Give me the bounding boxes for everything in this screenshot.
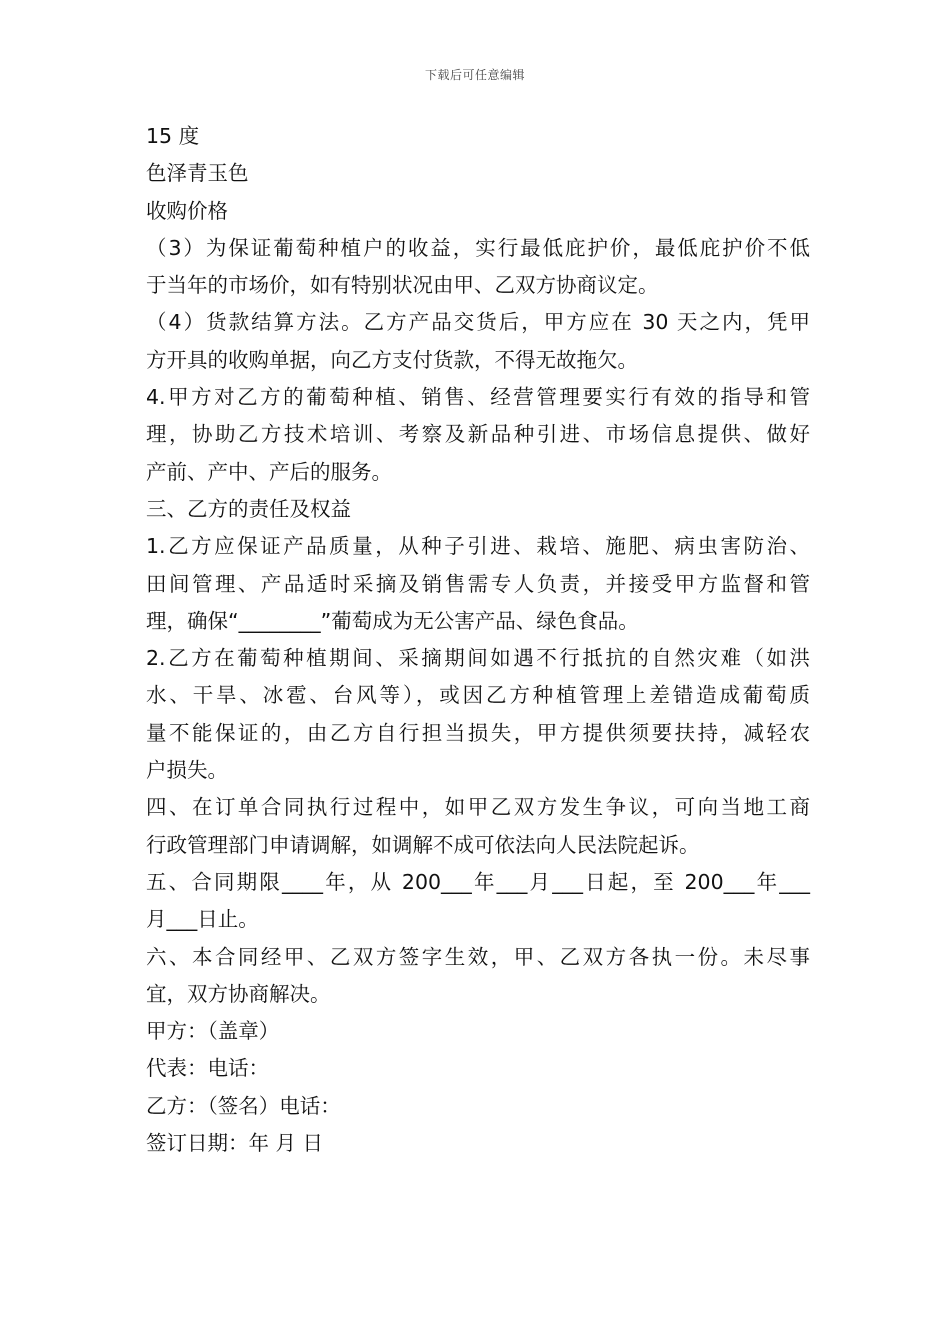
- document-line: 甲方：（盖章）: [146, 1019, 280, 1044]
- document-line: 2.乙方在葡萄种植期间、采摘期间如遇不行抵抗的自然灾难（如洪: [146, 646, 810, 671]
- document-line: 田间管理、产品适时采摘及销售需专人负责，并接受甲方监督和管: [146, 571, 810, 596]
- document-line: 户损失。: [146, 758, 228, 783]
- document-line: 理，协助乙方技术培训、考察及新品种引进、市场信息提供、做好: [146, 422, 810, 447]
- document-line: 4.甲方对乙方的葡萄种植、销售、经营管理要实行有效的指导和管: [146, 385, 810, 410]
- document-line: （3）为保证葡萄种植户的收益，实行最低庇护价，最低庇护价不低: [146, 235, 810, 260]
- document-line: 宜，双方协商解决。: [146, 981, 331, 1006]
- document-line: （4）货款结算方法。乙方产品交货后，甲方应在 30 天之内，凭甲: [146, 310, 810, 335]
- document-line: 代表：电话：: [146, 1056, 269, 1081]
- document-line: 乙方：（签名）电话：: [146, 1093, 341, 1118]
- document-line: 月___日止。: [146, 907, 259, 932]
- document-line: 色泽青玉色: [146, 161, 249, 186]
- document-line: 产前、产中、产后的服务。: [146, 459, 392, 484]
- document-line: 四、在订单合同执行过程中，如甲乙双方发生争议，可向当地工商: [146, 795, 810, 820]
- document-line: 五、合同期限____年，从 200___年___月___日起，至 200___年___: [146, 869, 810, 894]
- document-line: 于当年的市场价，如有特别状况由甲、乙双方协商议定。: [146, 273, 659, 298]
- document-line: 15 度: [146, 124, 200, 148]
- document-line: 方开具的收购单据，向乙方支付货款，不得无故拖欠。: [146, 347, 638, 372]
- document-line: 三、乙方的责任及权益: [146, 496, 351, 521]
- page-header: 下载后可任意编辑: [424, 68, 525, 82]
- document-line: 理，确保“________”葡萄成为无公害产品、绿色食品。: [146, 608, 639, 633]
- document-line: 收购价格: [146, 198, 228, 223]
- document-line: 签订日期：年 月 日: [146, 1131, 324, 1156]
- document-line: 1.乙方应保证产品质量，从种子引进、栽培、施肥、病虫害防治、: [146, 534, 810, 559]
- document-body: [146, 118, 810, 1162]
- document-line: 六、本合同经甲、乙双方签字生效，甲、乙双方各执一份。未尽事: [146, 944, 810, 969]
- document-line: 水、干旱、冰雹、台风等），或因乙方种植管理上差错造成葡萄质: [146, 683, 810, 708]
- document-line: 行政管理部门申请调解，如调解不成可依法向人民法院起诉。: [146, 832, 700, 857]
- document-line: 量不能保证的，由乙方自行担当损失，甲方提供须要扶持，减轻农: [146, 720, 810, 745]
